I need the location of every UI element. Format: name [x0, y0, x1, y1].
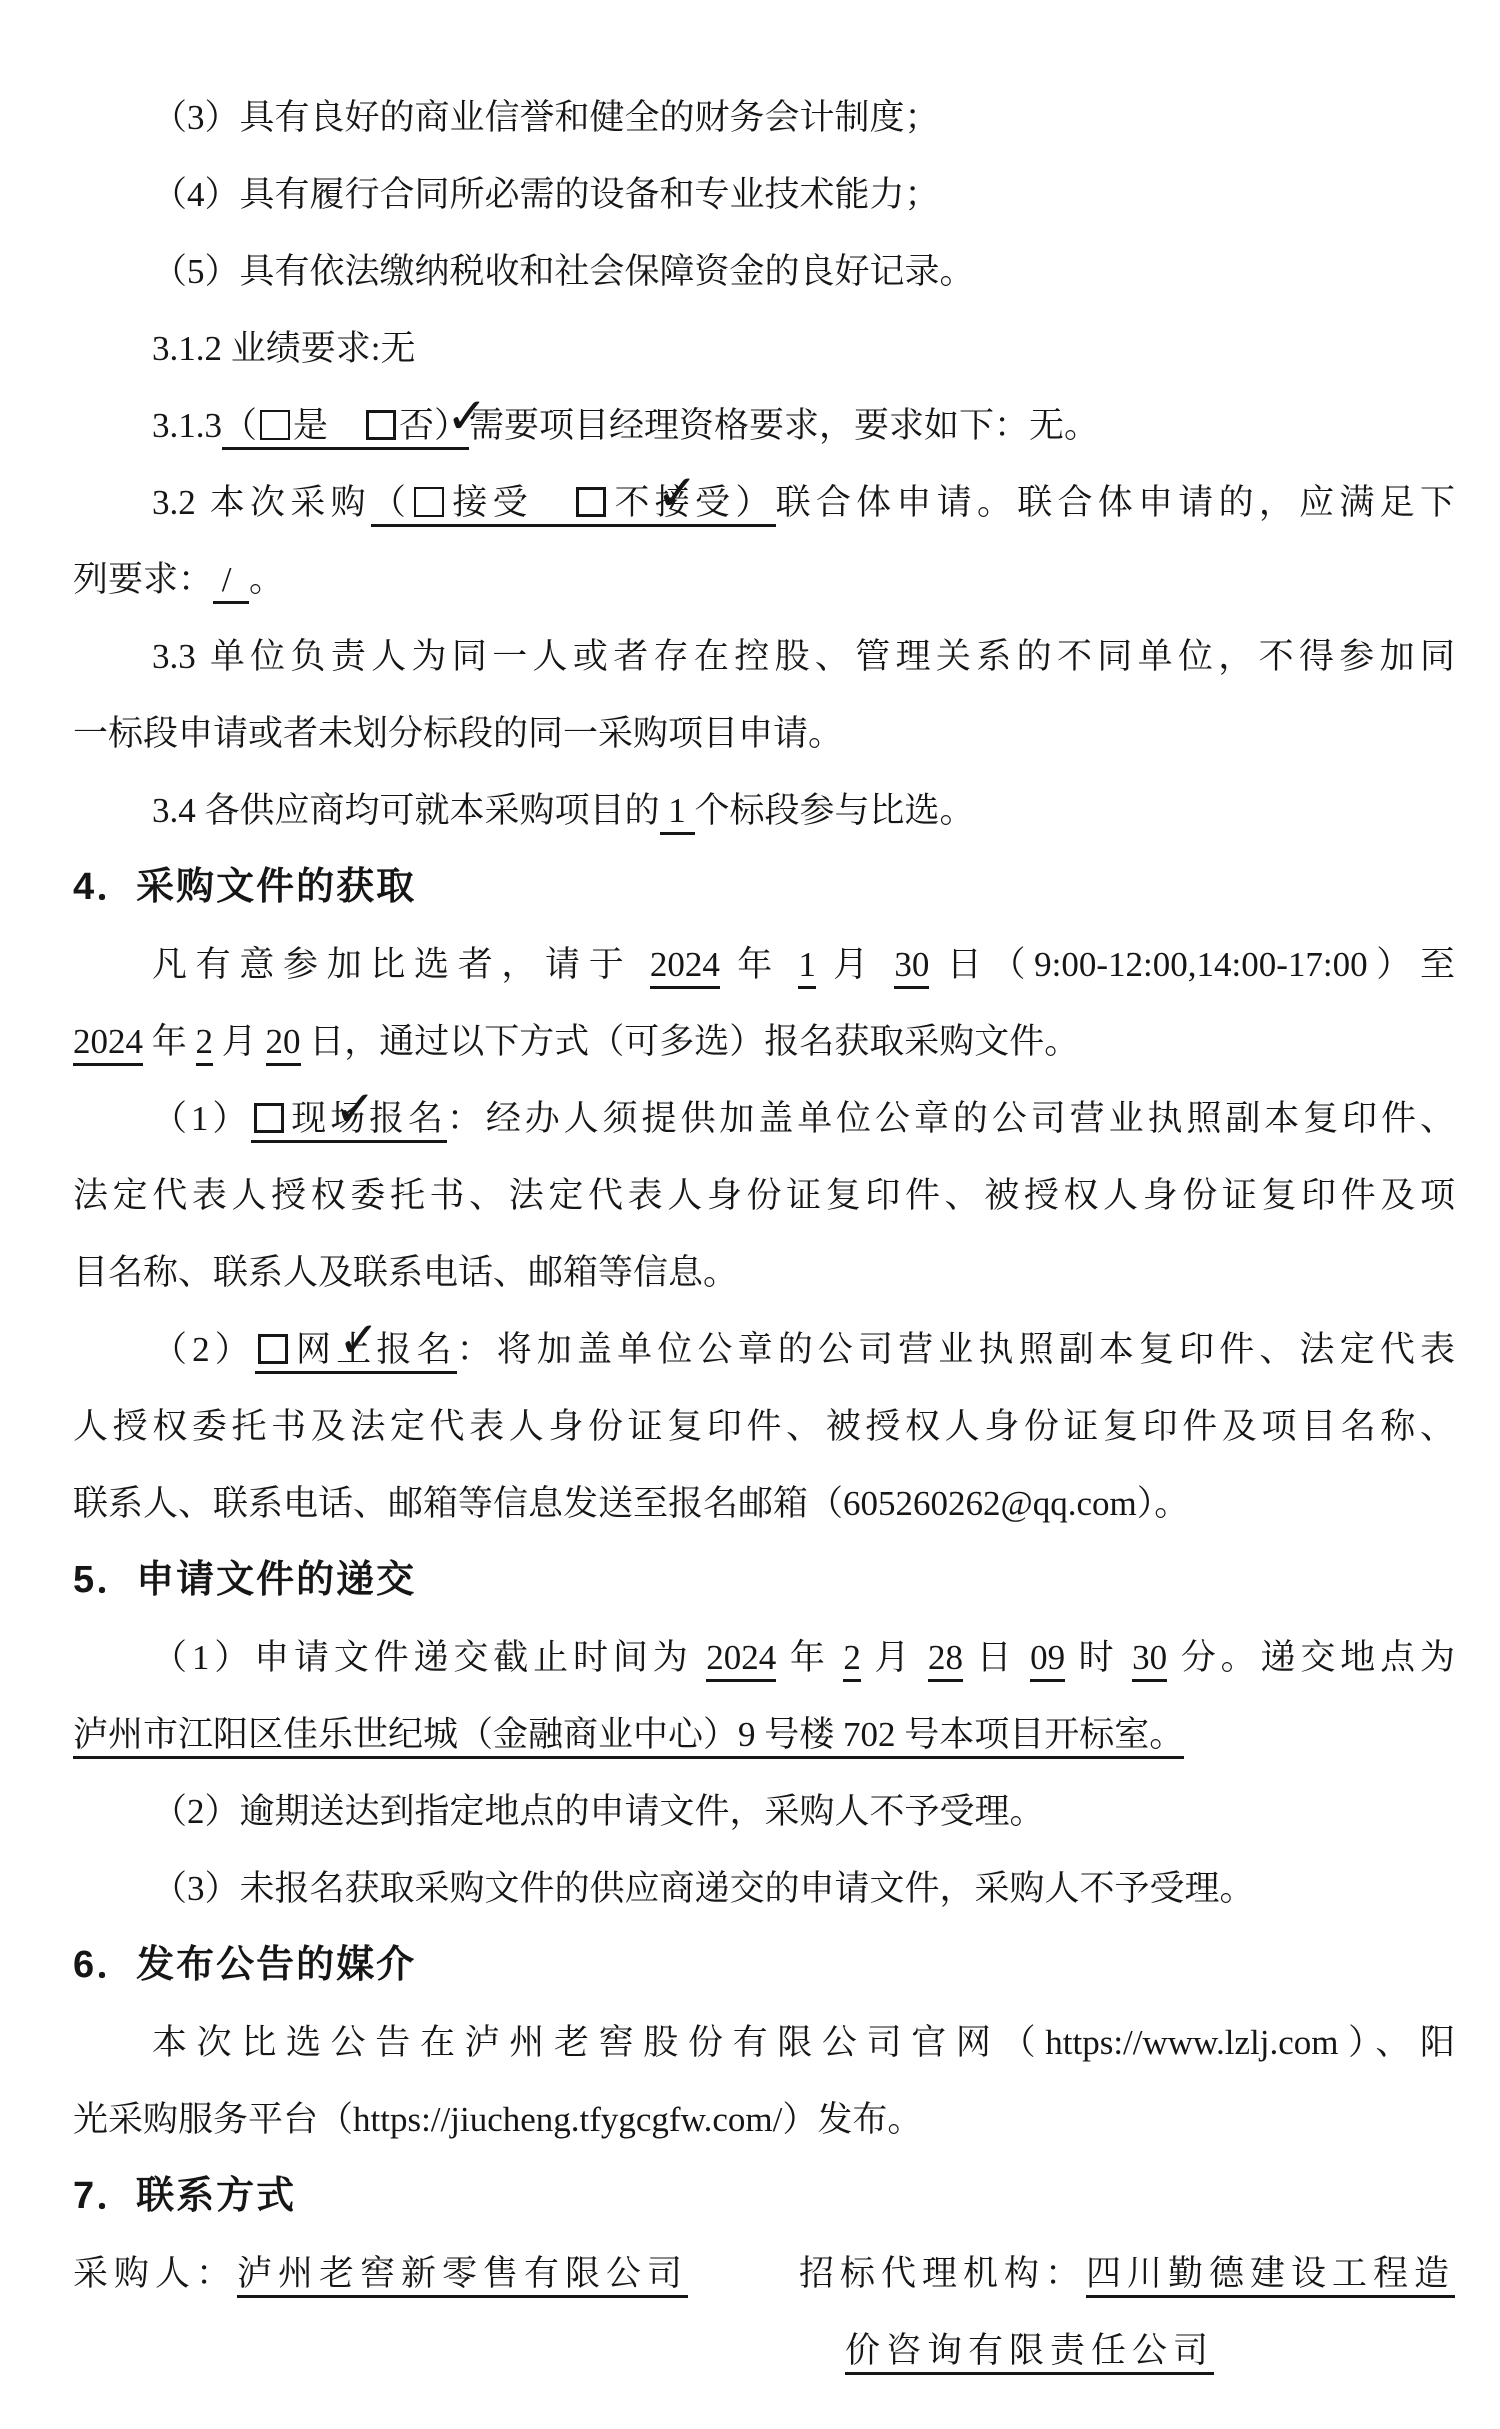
- text-segment: （3）具有良好的商业信誉和健全的财务会计制度；: [152, 98, 940, 137]
- section-heading: [73, 849, 1455, 926]
- text-segment: 月: [860, 1638, 928, 1677]
- text-segment: 年: [719, 945, 799, 984]
- text-segment: 日（9:00-12:00,14:00-17:00）至: [929, 945, 1455, 984]
- underlined-text: 2024: [706, 1638, 776, 1682]
- text-segment: （4）具有履行合同所必需的设备和专业技术能力；: [152, 175, 940, 214]
- section-heading: [73, 2158, 1455, 2235]
- text-line: [73, 2081, 1455, 2158]
- text-segment: 联系人、联系电话、邮箱等信息发送至报名邮箱（605260262@qq.com）。: [73, 1484, 1190, 1523]
- text-line: [73, 79, 1455, 156]
- text-segment: 列要求：: [73, 560, 214, 599]
- text-segment: 不接受）: [609, 483, 776, 522]
- underlined-text: 2: [196, 1022, 214, 1066]
- text-segment: 日: [962, 1638, 1031, 1677]
- checkbox-checked-icon: [576, 487, 606, 517]
- text-segment: 联合体申请。联合体申请的，应满足下: [775, 483, 1455, 522]
- underlined-text: 四川勤德建设工程造: [1086, 2254, 1455, 2298]
- underlined-group: [222, 406, 469, 450]
- text-line: [73, 1311, 1455, 1388]
- underlined-text: 1: [798, 945, 816, 989]
- section-heading: [73, 1927, 1455, 2004]
- text-segment: 一标段申请或者未划分标段的同一采购项目申请。: [73, 714, 844, 753]
- text-segment: 4．采购文件的获取: [73, 866, 417, 908]
- checkbox-empty-icon: [260, 410, 290, 440]
- text-segment: ：经办人须提供加盖单位公章的公司营业执照副本复印件、: [446, 1099, 1455, 1138]
- contact-line: [73, 2235, 1455, 2312]
- underlined-group: [371, 483, 776, 527]
- text-segment: 1: [659, 791, 695, 830]
- purchaser-info: [73, 2235, 688, 2312]
- text-segment: （: [222, 406, 258, 445]
- text-segment: 5．申请文件的递交: [73, 1559, 417, 1601]
- text-segment: 接受: [447, 483, 574, 522]
- text-segment: （1）申请文件递交截止时间为: [152, 1638, 707, 1677]
- underlined-group: [251, 1099, 447, 1143]
- checkbox-checked-icon: [366, 410, 396, 440]
- text-segment: 本次比选公告在泸州老窖股份有限公司官网（https://www.lzlj.com）、阳: [152, 2023, 1455, 2062]
- text-segment: （2）逾期送达到指定地点的申请文件，采购人不予受理。: [152, 1792, 1045, 1831]
- text-segment: 需要项目经理资格要求，要求如下：无。: [469, 406, 1100, 445]
- text-segment: 3.1.3: [152, 406, 222, 445]
- text-segment: 法定代表人授权委托书、法定代表人身份证复印件、被授权人身份证复印件及项: [73, 1176, 1455, 1215]
- text-segment: 否）: [399, 406, 470, 445]
- text-line: [73, 156, 1455, 233]
- text-segment: 光采购服务平台（https://jiucheng.tfygcgfw.com/）发布。: [73, 2100, 923, 2139]
- text-segment: 年: [776, 1638, 844, 1677]
- checkbox-empty-icon: [414, 487, 444, 517]
- text-segment: 月: [815, 945, 895, 984]
- underlined-group: [660, 791, 695, 835]
- text-segment: 网上报名: [290, 1330, 457, 1369]
- underlined-text: 2024: [73, 1022, 143, 1066]
- text-segment: 采购人：: [73, 2254, 238, 2293]
- text-segment: 月: [213, 1022, 266, 1061]
- text-segment: （: [370, 483, 412, 522]
- text-segment: （3）未报名获取采购文件的供应商递交的申请文件，采购人不予受理。: [152, 1869, 1255, 1908]
- text-line: [73, 2004, 1455, 2081]
- agency-info: [799, 2235, 1455, 2312]
- underlined-text: 2: [843, 1638, 861, 1682]
- text-segment: 分。递交地点为: [1167, 1638, 1455, 1677]
- text-line: [73, 1619, 1455, 1696]
- text-segment: 3.3 单位负责人为同一人或者存在控股、管理关系的不同单位，不得参加同: [152, 637, 1455, 676]
- section-heading: [73, 1542, 1455, 1619]
- text-segment: 目名称、联系人及联系电话、邮箱等信息。: [73, 1253, 739, 1292]
- underlined-group: [255, 1330, 457, 1374]
- text-segment: 3.4 各供应商均可就本采购项目的: [152, 791, 660, 830]
- text-segment: （1）: [152, 1099, 252, 1138]
- text-segment: 3.1.2 业绩要求:无: [152, 329, 416, 368]
- text-segment: 人授权委托书及法定代表人身份证复印件、被授权人身份证复印件及项目名称、: [73, 1407, 1455, 1446]
- underlined-text: 30: [894, 945, 929, 989]
- underlined-text: 泸州老窖新零售有限公司: [237, 2254, 688, 2298]
- text-line: [73, 1388, 1455, 1465]
- text-segment: 是: [293, 406, 364, 445]
- text-segment: 日，通过以下方式（可多选）报名获取采购文件。: [300, 1022, 1080, 1061]
- text-segment: 6．发布公告的媒介: [73, 1944, 417, 1986]
- text-segment: 时: [1065, 1638, 1133, 1677]
- underlined-text: 28: [928, 1638, 963, 1682]
- text-segment: /: [213, 560, 249, 599]
- underlined-text: 09: [1030, 1638, 1065, 1682]
- text-segment: 个标段参与比选。: [694, 791, 975, 830]
- text-segment: 招标代理机构：: [798, 2254, 1086, 2293]
- text-segment: 年: [143, 1022, 196, 1061]
- text-line: [73, 695, 1455, 772]
- text-line: [73, 1157, 1455, 1234]
- text-segment: 7．联系方式: [73, 2175, 297, 2217]
- text-segment: 3.2 本次采购: [152, 483, 371, 522]
- text-line: [73, 1465, 1455, 1542]
- text-line: [73, 1696, 1455, 1773]
- checkbox-checked-icon: [254, 1103, 284, 1133]
- text-segment: （2）: [152, 1330, 255, 1369]
- text-line: [73, 310, 1455, 387]
- text-line: [73, 1234, 1455, 1311]
- text-line: [73, 618, 1455, 695]
- underlined-text: 价咨询有限责任公司: [845, 2331, 1214, 2375]
- text-line: [73, 233, 1455, 310]
- text-segment: 凡有意参加比选者，请于: [152, 945, 650, 984]
- text-line: [73, 1850, 1455, 1927]
- text-segment: 。: [249, 560, 285, 599]
- text-line: [73, 926, 1455, 1003]
- text-line: [73, 1080, 1455, 1157]
- underlined-text: 30: [1132, 1638, 1167, 1682]
- text-line: [73, 772, 1455, 849]
- text-line: [73, 2312, 1455, 2389]
- text-line: [73, 541, 1455, 618]
- underlined-group: [213, 560, 249, 604]
- text-segment: （5）具有依法缴纳税收和社会保障资金的良好记录。: [152, 252, 975, 291]
- text-line: [73, 1773, 1455, 1850]
- underlined-text: 泸州市江阳区佳乐世纪城（金融商业中心）9 号楼 702 号本项目开标室。: [73, 1715, 1184, 1759]
- checkbox-checked-icon: [258, 1334, 288, 1364]
- text-segment: 现场报名: [287, 1099, 447, 1138]
- text-line: [73, 387, 1455, 464]
- text-segment: ：将加盖单位公章的公司营业执照副本复印件、法定代表: [456, 1330, 1455, 1369]
- text-line: [73, 1003, 1455, 1080]
- text-line: [73, 464, 1455, 541]
- underlined-text: 20: [266, 1022, 301, 1066]
- underlined-text: 2024: [650, 945, 720, 989]
